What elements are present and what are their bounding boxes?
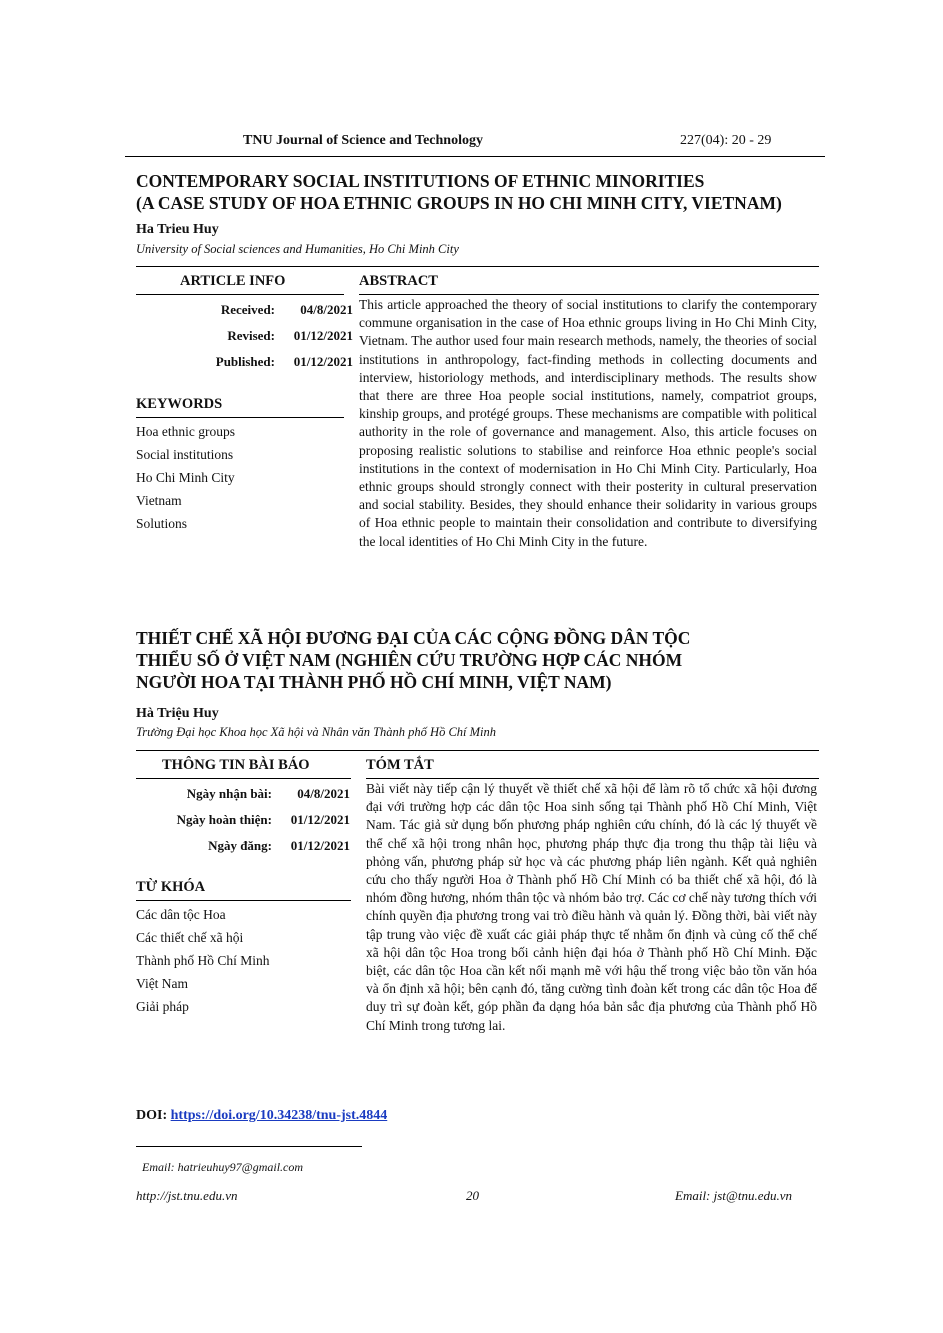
vietnamese-abstract-rule	[366, 778, 819, 779]
doi-label: DOI:	[136, 1108, 168, 1123]
date-row	[160, 838, 350, 864]
header-rule	[125, 156, 825, 157]
received-value: 04/8/2021	[297, 786, 350, 801]
vietnamese-keywords-heading: TỪ KHÓA	[136, 879, 206, 895]
english-info-heading: ARTICLE INFO	[180, 273, 286, 289]
vietnamese-title-line-2: THIỂU SỐ Ở VIỆT NAM (NGHIÊN CỨU TRƯỜNG HỢP CÁC NHÓM	[136, 650, 683, 670]
doi-line	[136, 1108, 387, 1124]
date-row	[180, 354, 353, 380]
english-keywords-heading: KEYWORDS	[136, 396, 223, 412]
published-value: 01/12/2021	[293, 354, 353, 369]
english-abstract-rule	[359, 294, 819, 295]
vietnamese-affiliation: Trường Đại học Khoa học Xã hội và Nhân văn Thành phố Hồ Chí Minh	[136, 725, 497, 739]
revised-value: 01/12/2021	[293, 328, 353, 343]
keyword-item: Ho Chi Minh City	[136, 470, 235, 485]
footer-email: Email: jst@tnu.edu.vn	[675, 1188, 793, 1203]
english-abstract-text: This article approached the theory of social institutions to clarify the contemporary commune organisation in the case of Hoa ethnic groups living in Ho Chi Minh City, Vietnam. The author used four main research methods, namely, the theories of social institutions in anthropology, fact-finding methods in collecting documents and interview, historiology methods, and interdisciplinary methods. The results show that there are three Hoa people social institutions, namely, compatriot groups, kinship groups, and protégé groups. These mechanisms are compatible with political authority in the role of governance and management. Also, this article focuses on proposing realistic solutions to stabilise and reinforce Hoa ethnic people's social institutions in the context of modernisation in Ho Chi Minh City. Particularly, Hoa ethnic groups should strongly connect with their posterity in cultural preservation and social stability. Besides, they should enhance their solidarity in various groups of Hoa ethnic people to maintain their consolidation and contribute to diversifying the local identities of Ho Chi Minh City in the future.	[359, 297, 817, 549]
journal-name: TNU Journal of Science and Technology	[243, 133, 483, 148]
date-row	[160, 786, 350, 812]
vietnamese-abstract-heading: TÓM TẮT	[366, 757, 434, 773]
footer-site-link[interactable]: http://jst.tnu.edu.vn	[136, 1188, 238, 1203]
received-label: Received:	[220, 302, 275, 317]
published-label: Ngày đăng:	[208, 838, 272, 853]
vietnamese-title-line-1: THIẾT CHẾ XÃ HỘI ĐƯƠNG ĐẠI CỦA CÁC CỘNG ĐỒNG DÂN TỘC	[136, 628, 691, 648]
date-row	[180, 302, 353, 328]
keyword-item: Hoa ethnic groups	[136, 424, 235, 439]
vietnamese-title-line-3: NGƯỜI HOA TẠI THÀNH PHỐ HỒ CHÍ MINH, VIỆT NAM)	[136, 672, 612, 692]
vietnamese-keywords-list	[136, 903, 270, 1018]
page-number: 20	[466, 1188, 479, 1203]
english-author: Ha Trieu Huy	[136, 222, 219, 237]
vietnamese-abstract-text: Bài viết này tiếp cận lý thuyết về thiết chế xã hội để làm rõ tổ chức xã hội đương đại với trường hợp các dân tộc Hoa sinh sống tại Thành phố Hồ Chí Minh, Việt Nam. Tác giả sử dụng bốn phương pháp nghiên cứu chính, đó là các lý thuyết về thể chế xã hội trong nhân học, phương pháp thực địa trong thu thập tài liệu và phỏng vấn, phương pháp sử học và các phương pháp liên ngành. Kết quả nghiên cứu cho thấy người Hoa ở Thành phố Hồ Chí Minh có ba thiết chế xã hội, đó là nhóm đồng hương, nhóm thân tộc và nhóm bảo trợ. Các cơ chế này tương thích với chính quyền địa phương trong vai trò điều hành và quản lý. Đồng thời, bài viết này tập trung vào việc đề xuất các giải pháp thực tế nhằm ổn định và củng cố thể chế xã hội dân tộc Hoa trong bối cảnh hiện đại hóa ở Thành phố Hồ Chí Minh. Đặc biệt, các dân tộc Hoa cần kết nối mạnh mẽ với hậu thế trong việc bảo tồn văn hóa và ổn định xã hội; bên cạnh đó, tăng cường tình đoàn kết trong các dân tộc Hoa để duy trì sự đoàn kết, góp phần đa dạng hóa bản sắc địa phương của Thành phố Hồ Chí Minh trong tương lai.	[366, 781, 817, 1033]
vietnamese-keywords-rule	[136, 900, 351, 901]
vietnamese-title	[136, 627, 826, 693]
published-value: 01/12/2021	[290, 838, 350, 853]
english-keywords-list	[136, 420, 235, 535]
english-affiliation: University of Social sciences and Humanities, Ho Chi Minh City	[136, 242, 459, 256]
english-keywords-rule	[136, 417, 344, 418]
revised-value: 01/12/2021	[290, 812, 350, 827]
vietnamese-dates-table	[160, 786, 350, 864]
keyword-item: Giải pháp	[136, 999, 189, 1014]
revised-label: Ngày hoàn thiện:	[176, 812, 272, 827]
received-value: 04/8/2021	[300, 302, 353, 317]
author-email: Email: hatrieuhuy97@gmail.com	[142, 1160, 304, 1174]
vietnamese-section-top-rule	[136, 750, 819, 751]
english-title	[136, 170, 826, 214]
english-dates-table	[180, 302, 353, 380]
english-abstract-heading: ABSTRACT	[359, 273, 438, 289]
keyword-item: Social institutions	[136, 447, 234, 462]
keyword-item: Solutions	[136, 516, 188, 531]
keyword-item: Các thiết chế xã hội	[136, 930, 244, 945]
keyword-item: Thành phố Hồ Chí Minh	[136, 953, 270, 968]
date-row	[180, 328, 353, 354]
received-label: Ngày nhận bài:	[186, 786, 272, 801]
keyword-item: Các dân tộc Hoa	[136, 907, 226, 922]
date-row	[160, 812, 350, 838]
volume-pages: 227(04): 20 - 29	[680, 133, 772, 148]
keyword-item: Việt Nam	[136, 976, 189, 991]
english-section-top-rule	[136, 266, 819, 267]
vietnamese-info-heading: THÔNG TIN BÀI BÁO	[162, 757, 310, 773]
revised-label: Revised:	[227, 328, 275, 343]
footnote-rule	[136, 1146, 362, 1147]
english-title-line-2: (A CASE STUDY OF HOA ETHNIC GROUPS IN HO CHI MINH CITY, VIETNAM)	[136, 193, 782, 213]
published-label: Published:	[215, 354, 275, 369]
doi-link[interactable]: https://doi.org/10.34238/tnu-jst.4844	[170, 1108, 388, 1123]
english-title-line-1: CONTEMPORARY SOCIAL INSTITUTIONS OF ETHNIC MINORITIES	[136, 171, 705, 191]
keyword-item: Vietnam	[136, 493, 182, 508]
english-info-rule	[136, 294, 344, 295]
vietnamese-author: Hà Triệu Huy	[136, 706, 219, 721]
vietnamese-info-rule	[136, 778, 351, 779]
